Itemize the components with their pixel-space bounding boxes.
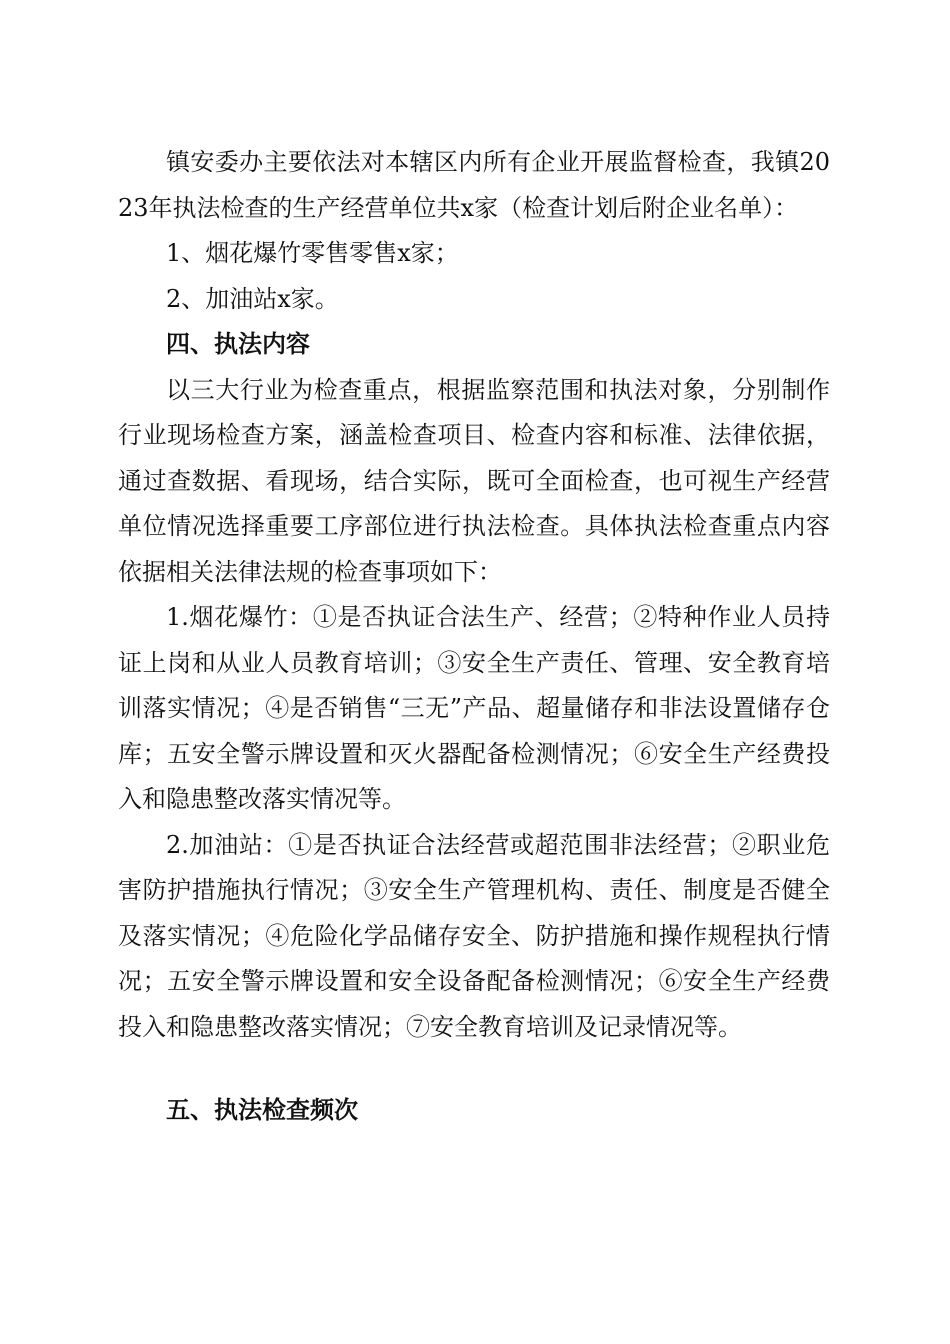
section-heading-content: 四、执法内容 <box>166 330 310 358</box>
paragraph-gas-station-items: 2.加油站：①是否执证合法经营或超范围非法经营；②职业危害防护措施执行情况；③安全生产管理机构、责任、制度是否健全及落实情况；④危险化学品储存安全、防护措施和操作规程执行情况；五安全警示牌设置和安全设备配备检测情况；⑥安全生产经费投入和隐患整改落实情况；⑦安全教育培训及记录情况等。 <box>118 830 830 1041</box>
paragraph-fireworks-items: 1.烟花爆竹：①是否执证合法生产、经营；②特种作业人员持证上岗和从业人员教育培训；③安全生产责任、管理、安全教育培训落实情况；④是否销售“三无”产品、超量储存和非法设置储存仓库；五安全警示牌设置和灭火器配备检测情况；⑥安全生产经费投入和隐患整改落实情况等。 <box>118 603 830 813</box>
list-item-gas-stations: 2、加油站x家。 <box>166 284 339 313</box>
paragraph-content: 以三大行业为检查重点，根据监察范围和执法对象，分别制作行业现场检查方案，涵盖检查项目、检查内容和标准、法律依据，通过查数据、看现场，结合实际，既可全面检查，也可视生产经营单位情况选择重要工序部位进行执法检查。具体执法检查重点内容依据相关法律法规的检查事项如下： <box>118 375 830 586</box>
section-heading-frequency: 五、执法检查频次 <box>166 1096 358 1124</box>
document-page <box>118 140 830 1134</box>
list-item-fireworks: 1、烟花爆竹零售零售x家； <box>166 239 459 267</box>
paragraph-scope: 镇安委办主要依法对本辖区内所有企业开展监督检查，我镇2023年执法检查的生产经营单位共x家（检查计划后附企业名单）： <box>118 148 830 222</box>
